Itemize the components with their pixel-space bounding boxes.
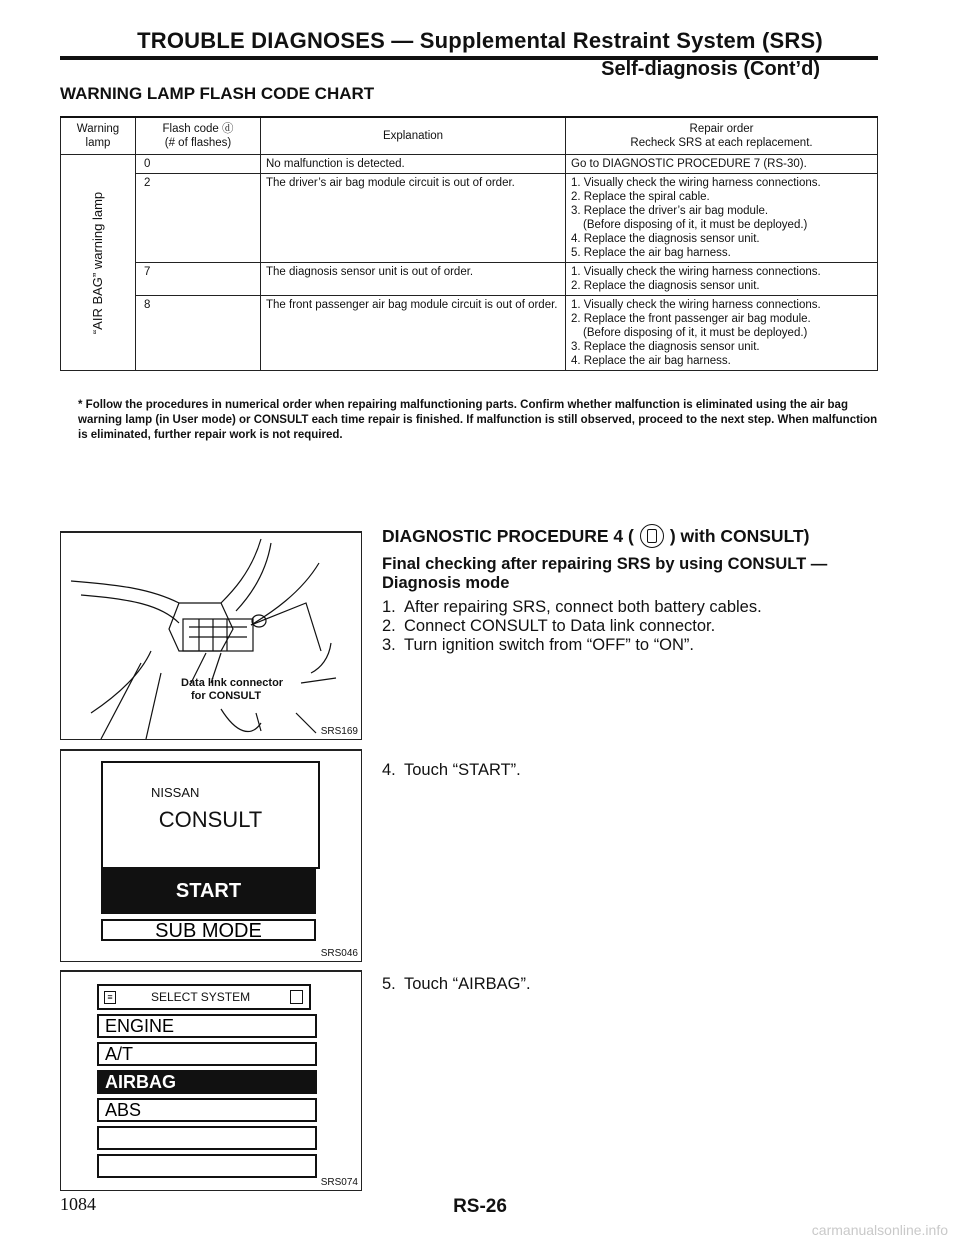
page-title: TROUBLE DIAGNOSES — Supplemental Restraint System (SRS) (137, 28, 823, 53)
explanation-cell: No malfunction is detected. (261, 155, 566, 174)
select-system-header (97, 984, 311, 1010)
table-row (61, 263, 878, 296)
flash-code-cell: 2 (136, 174, 261, 263)
figure-consult-start-screen (60, 749, 362, 962)
system-item-abs[interactable]: ABS (97, 1098, 317, 1122)
consult-brand: NISSAN (151, 785, 200, 800)
flash-code-cell: 0 (136, 155, 261, 174)
table-row (61, 296, 878, 371)
header-flash-code: Flash code ⓓ (# of flashes) (136, 117, 261, 155)
consult-screen (101, 761, 320, 869)
lamp-cell (61, 155, 136, 371)
table-row (61, 174, 878, 263)
system-item-at[interactable]: A/T (97, 1042, 317, 1066)
system-item-empty[interactable] (97, 1126, 317, 1150)
step-item: 5. Touch “AIRBAG”. (382, 975, 531, 993)
explanation-cell: The front passenger air bag module circuit is out of order. (261, 296, 566, 371)
procedure-subheading: Final checking after repairing SRS by using CONSULT — Diagnosis mode (382, 555, 828, 592)
figure-code: SRS046 (320, 948, 358, 959)
start-button[interactable]: START (101, 869, 316, 914)
repair-cell: Go to DIAGNOSTIC PROCEDURE 7 (RS-30). (566, 155, 878, 174)
repair-cell: 1. Visually check the wiring harness connections. 2. Replace the front passenger air bag module. (Before disposing of it, it must be deployed.) 3. Replace the diagnosis sensor unit. 4. Replace the air bag harness. (566, 296, 878, 371)
step-item: 4. Touch “START”. (382, 761, 521, 779)
system-item-engine[interactable]: ENGINE (97, 1014, 317, 1038)
system-item-empty[interactable] (97, 1154, 317, 1178)
step-item: 2. Connect CONSULT to Data link connector. (382, 617, 716, 635)
consult-name: CONSULT (158, 807, 263, 832)
flash-code-cell: 7 (136, 263, 261, 296)
figure-code: SRS074 (320, 1177, 358, 1188)
system-item-airbag[interactable]: AIRBAG (97, 1070, 317, 1094)
steps-group (382, 598, 882, 655)
section-heading: WARNING LAMP FLASH CODE CHART (60, 84, 375, 103)
footnote: * Follow the procedures in numerical order when repairing malfunctioning parts. Confirm whether malfunction is eliminated using the air bag warning lamp (in User mode) or CONSULT each time repair is finished. If malfunction is still observed, proceed to the next step. When malfunction is eliminated, further repair work is not required. (78, 399, 878, 441)
print-page-number: 1084 (60, 1194, 96, 1214)
connector-label: Data link connector for CONSULT (181, 677, 284, 702)
page-subtitle: Self-diagnosis (Cont’d) (601, 58, 820, 80)
repair-cell: 1. Visually check the wiring harness connections. 2. Replace the spiral cable. 3. Replace the driver’s air bag module. (Before disposing of it, it must be deployed.) 4. Replace the diagnosis sensor unit. 5. Replace the air bag harness. (566, 174, 878, 263)
lamp-label: “AIR BAG” warning lamp (90, 191, 105, 334)
consult-screen-icon: ≡ (104, 991, 116, 1004)
explanation-cell: The driver’s air bag module circuit is out of order. (261, 174, 566, 263)
repair-cell: 1. Visually check the wiring harness connections. 2. Replace the diagnosis sensor unit. (566, 263, 878, 296)
figure-code: SRS169 (320, 726, 358, 737)
step-item: 1. After repairing SRS, connect both battery cables. (382, 598, 762, 616)
data-link-connector-illustration (61, 533, 361, 739)
table-row (61, 155, 878, 174)
sub-mode-button[interactable]: SUB MODE (101, 919, 316, 941)
flash-code-table (60, 116, 878, 371)
explanation-cell: The diagnosis sensor unit is out of order. (261, 263, 566, 296)
page-number: RS-26 (453, 1196, 507, 1217)
flash-code-cell: 8 (136, 296, 261, 371)
figure-data-link-connector (60, 531, 362, 740)
step-item: 3. Turn ignition switch from “OFF” to “ON”. (382, 636, 695, 654)
header-repair-order: Repair order Recheck SRS at each replacement. (566, 117, 878, 155)
consult-icon (640, 524, 664, 548)
watermark: carmanualsonline.info (811, 1222, 948, 1238)
header-explanation: Explanation (261, 117, 566, 155)
procedure-heading: DIAGNOSTIC PROCEDURE 4 ( ) with CONSULT) (382, 524, 809, 548)
header-warning-lamp: Warning lamp (61, 117, 136, 155)
select-system-title: SELECT SYSTEM (151, 990, 251, 1004)
table-header-row (61, 117, 878, 155)
figure-select-system-screen (60, 970, 362, 1191)
square-icon (290, 990, 303, 1004)
